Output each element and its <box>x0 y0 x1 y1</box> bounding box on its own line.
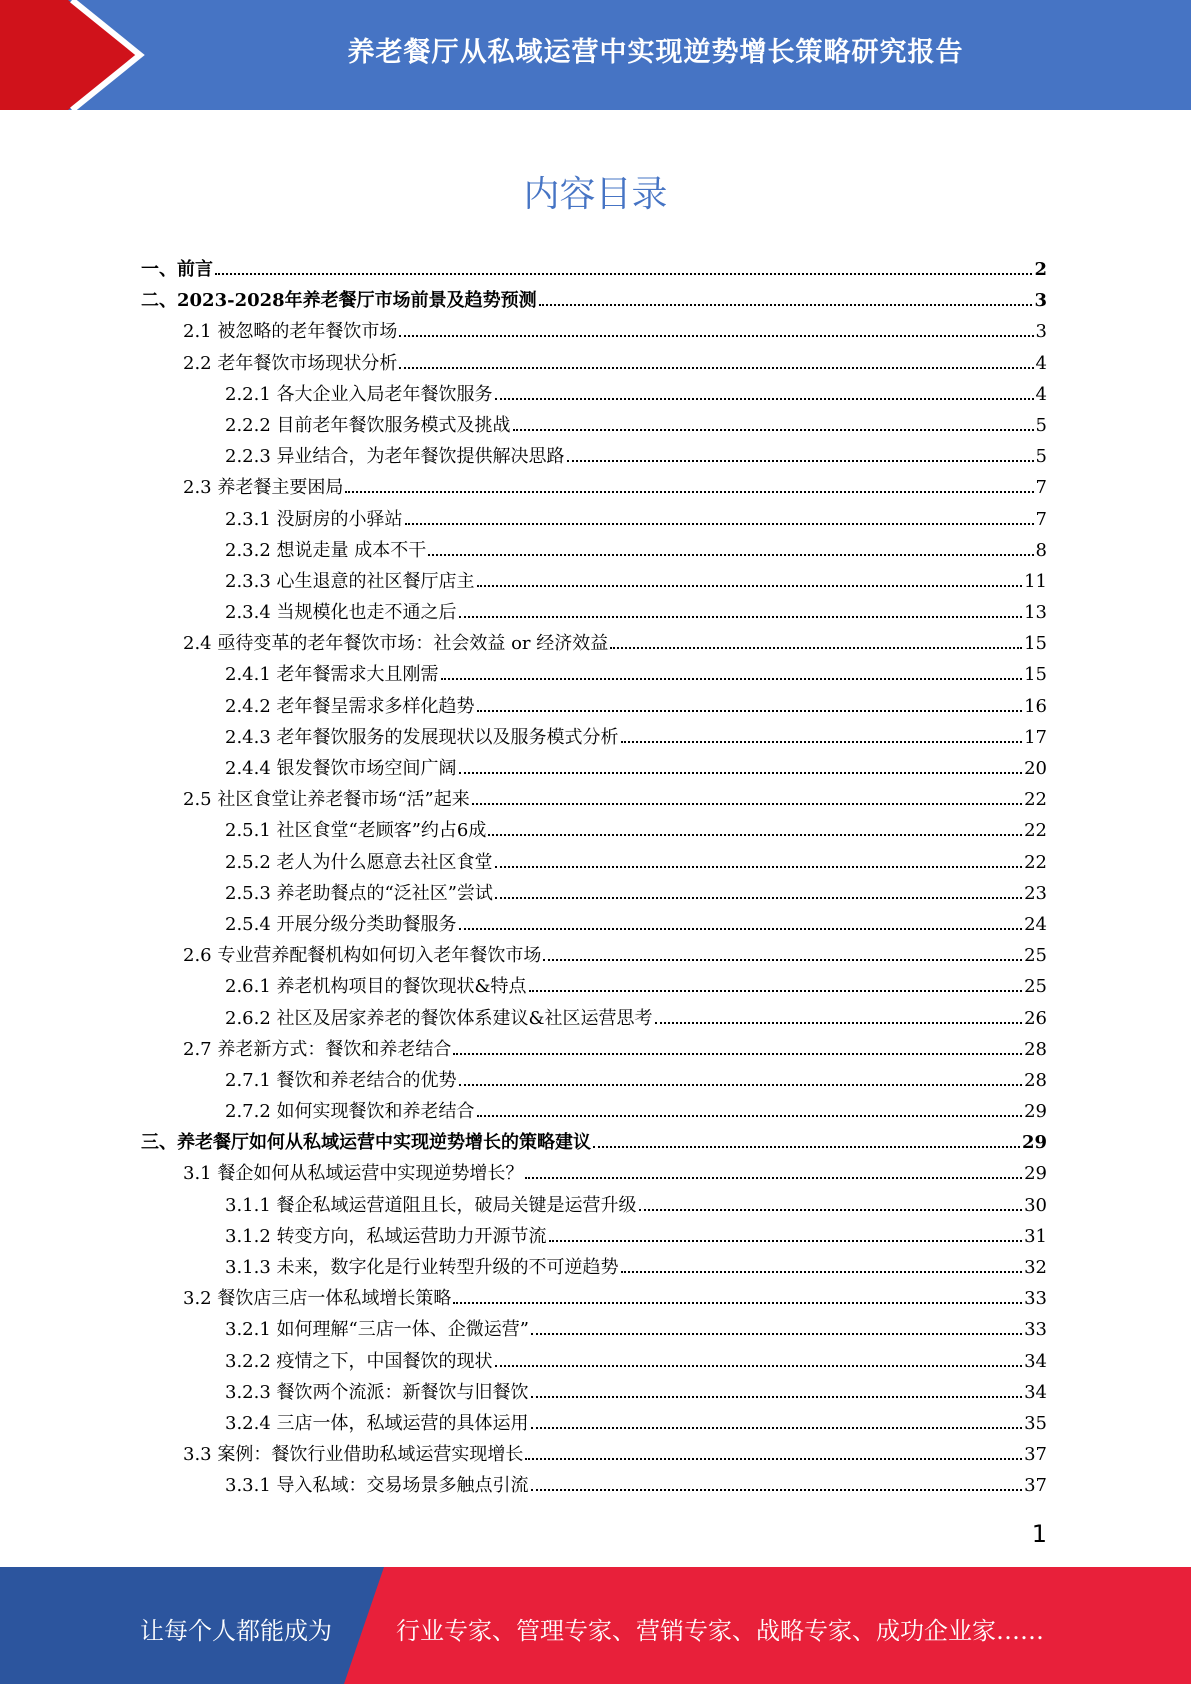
toc-entry-page: 16 <box>1024 695 1047 717</box>
toc-entry-label: 2.5.2 老人为什么愿意去社区食堂 <box>225 851 493 873</box>
toc-entry-label: 3.1.2 转变方向，私域运营助力开源节流 <box>225 1225 547 1247</box>
toc-entry-label: 3.2.3 餐饮两个流派：新餐饮与旧餐饮 <box>225 1381 529 1403</box>
toc-dot-leader <box>539 290 1033 306</box>
toc-entry-label: 2.7.2 如何实现餐饮和养老结合 <box>225 1101 475 1123</box>
toc-entry[interactable] <box>141 505 1047 536</box>
toc-entry-label: 2.3.1 没厨房的小驿站 <box>225 508 403 530</box>
toc-entry-page: 5 <box>1035 446 1047 468</box>
toc-dot-leader <box>593 1132 1020 1148</box>
toc-entry-label: 一、前言 <box>141 259 213 280</box>
toc-dot-leader <box>495 851 1023 867</box>
toc-entry-label: 2.5.3 养老助餐点的“泛社区”尝试 <box>225 882 493 904</box>
toc-entry-label: 2.7 养老新方式：餐饮和养老结合 <box>183 1038 452 1060</box>
toc-entry-label: 2.2.1 各大企业入局老年餐饮服务 <box>225 383 493 405</box>
toc-dot-leader <box>215 259 1032 275</box>
toc-entry[interactable] <box>141 1378 1047 1409</box>
toc-entry-page: 7 <box>1035 477 1047 499</box>
toc-entry-page: 8 <box>1035 539 1047 561</box>
toc-entry[interactable] <box>141 1409 1047 1440</box>
toc-entry-page: 22 <box>1024 851 1047 873</box>
toc-entry-page: 4 <box>1035 352 1047 374</box>
toc-entry-page: 2 <box>1034 259 1047 280</box>
toc-heading: 内容目录 <box>523 174 668 215</box>
toc-entry-page: 26 <box>1024 1007 1047 1029</box>
footer-slogan-right: 行业专家、管理专家、营销专家、战略专家、成功企业家…… <box>396 1617 1044 1645</box>
toc-entry-page: 33 <box>1024 1288 1047 1310</box>
toc-dot-leader <box>405 508 1034 524</box>
toc-entry-label: 3.1.3 未来，数字化是行业转型升级的不可逆趋势 <box>225 1257 619 1278</box>
toc-entry[interactable] <box>141 723 1047 754</box>
toc-dot-leader <box>428 539 1033 555</box>
toc-entry[interactable] <box>141 442 1047 473</box>
toc-dot-leader <box>453 1038 1022 1054</box>
toc-entry-page: 3 <box>1034 290 1047 312</box>
report-header-banner <box>0 0 1191 110</box>
toc-entry-label: 2.3 养老餐主要困局 <box>183 477 344 499</box>
toc-entry-label: 2.6 专业营养配餐机构如何切入老年餐饮市场 <box>183 945 542 967</box>
toc-entry[interactable] <box>141 1128 1047 1159</box>
toc-dot-leader <box>567 446 1034 462</box>
toc-dot-leader <box>525 1444 1022 1460</box>
toc-entry-label: 2.4.2 老年餐呈需求多样化趋势 <box>225 695 475 717</box>
toc-entry-page: 22 <box>1024 820 1047 842</box>
toc-entry[interactable] <box>141 1191 1047 1222</box>
toc-entry[interactable] <box>141 972 1047 1003</box>
toc-dot-leader <box>529 976 1023 992</box>
toc-entry-label: 3.2.1 如何理解“三店一体、企微运营” <box>225 1319 529 1341</box>
toc-entry-label: 2.3.2 想说走量 成本不干 <box>225 539 427 561</box>
toc-entry[interactable] <box>141 1440 1047 1471</box>
toc-entry-page: 5 <box>1035 414 1047 436</box>
toc-entry[interactable] <box>141 349 1047 380</box>
toc-entry[interactable] <box>141 848 1047 879</box>
toc-entry-label: 2.3.3 心生退意的社区餐厅店主 <box>225 570 475 592</box>
toc-entry-page: 34 <box>1024 1381 1047 1403</box>
toc-dot-leader <box>513 415 1034 431</box>
toc-entry-page: 25 <box>1024 945 1047 967</box>
toc-entry[interactable] <box>141 879 1047 910</box>
toc-dot-leader <box>549 1225 1023 1241</box>
toc-dot-leader <box>459 1069 1023 1085</box>
toc-dot-leader <box>621 1257 1023 1273</box>
toc-entry[interactable] <box>141 629 1047 660</box>
toc-entry-page: 30 <box>1024 1194 1047 1216</box>
toc-entry-label: 3.3 案例：餐饮行业借助私域运营实现增长 <box>183 1444 524 1466</box>
page-number: 1 <box>1031 1520 1047 1548</box>
toc-entry[interactable] <box>141 1471 1047 1502</box>
toc-dot-leader <box>459 758 1023 774</box>
toc-entry-label: 2.5.4 开展分级分类助餐服务 <box>225 913 457 935</box>
toc-dot-leader <box>531 1413 1023 1429</box>
toc-entry-label: 2.2 老年餐饮市场现状分析 <box>183 352 398 374</box>
toc-dot-leader <box>477 695 1023 711</box>
toc-entry-label: 2.7.1 餐饮和养老结合的优势 <box>225 1069 457 1091</box>
toc-entry[interactable] <box>141 941 1047 972</box>
toc-dot-leader <box>531 1475 1023 1491</box>
toc-entry[interactable] <box>141 1035 1047 1066</box>
toc-entry-page: 25 <box>1024 976 1047 998</box>
toc-entry-label: 2.1 被忽略的老年餐饮市场 <box>183 321 398 343</box>
toc-entry[interactable] <box>141 1066 1047 1097</box>
toc-entry-label: 2.2.3 异业结合，为老年餐饮提供解决思路 <box>225 446 565 468</box>
toc-dot-leader <box>488 820 1022 836</box>
toc-entry-label: 2.2.2 目前老年餐饮服务模式及挑战 <box>225 414 511 436</box>
toc-entry-label: 2.5 社区食堂让养老餐市场“活”起来 <box>183 789 470 811</box>
toc-entry-page: 13 <box>1024 602 1047 624</box>
toc-entry[interactable] <box>141 286 1047 317</box>
toc-entry[interactable] <box>141 317 1047 348</box>
toc-dot-leader <box>621 726 1023 742</box>
toc-dot-leader <box>441 664 1023 680</box>
toc-entry-page: 4 <box>1035 383 1047 405</box>
toc-entry[interactable] <box>141 785 1047 816</box>
toc-entry[interactable] <box>141 567 1047 598</box>
toc-entry[interactable] <box>141 1097 1047 1128</box>
toc-entry-label: 2.6.2 社区及居家养老的餐饮体系建议&社区运营思考 <box>225 1007 653 1029</box>
toc-entry-page: 17 <box>1024 726 1047 748</box>
toc-entry-label: 3.2.4 三店一体，私域运营的具体运用 <box>225 1412 529 1434</box>
toc-dot-leader <box>639 1194 1023 1210</box>
toc-dot-leader <box>495 383 1034 399</box>
toc-dot-leader <box>477 1101 1023 1117</box>
toc-entry-page: 20 <box>1024 758 1047 779</box>
toc-entry-page: 32 <box>1024 1257 1047 1278</box>
toc-entry[interactable] <box>141 536 1047 567</box>
toc-entry-label: 二、2023-2028年养老餐厅市场前景及趋势预测 <box>141 290 537 312</box>
toc-dot-leader <box>655 1007 1023 1023</box>
toc-dot-leader <box>399 352 1033 368</box>
toc-dot-leader <box>459 602 1023 618</box>
toc-entry[interactable] <box>141 1315 1047 1346</box>
toc-entry[interactable] <box>141 1347 1047 1378</box>
toc-entry-page: 29 <box>1024 1163 1047 1185</box>
toc-dot-leader <box>495 1350 1023 1366</box>
report-footer-banner <box>0 1567 1191 1684</box>
toc-entry-label: 2.4 亟待变革的老年餐饮市场：社会效益 or 经济效益 <box>183 633 609 655</box>
toc-entry-label: 2.4.1 老年餐需求大且刚需 <box>225 664 439 686</box>
toc-entry-label: 2.6.1 养老机构项目的餐饮现状&特点 <box>225 976 527 998</box>
toc-entry-page: 28 <box>1024 1038 1047 1060</box>
toc-entry[interactable] <box>141 1222 1047 1253</box>
toc-entry[interactable] <box>141 411 1047 442</box>
toc-entry[interactable] <box>141 598 1047 629</box>
toc-entry-page: 31 <box>1024 1225 1047 1247</box>
toc-entry-label: 三、养老餐厅如何从私域运营中实现逆势增长的策略建议 <box>141 1132 591 1154</box>
toc-entry-label: 3.2.2 疫情之下，中国餐饮的现状 <box>225 1350 493 1372</box>
toc-dot-leader <box>610 633 1022 649</box>
toc-entry-page: 11 <box>1024 570 1047 592</box>
toc-dot-leader <box>531 1381 1023 1397</box>
toc-entry[interactable] <box>141 754 1047 785</box>
toc-entry-label: 3.3.1 导入私域：交易场景多触点引流 <box>225 1475 529 1497</box>
toc-entry-label: 2.4.3 老年餐饮服务的发展现状以及服务模式分析 <box>225 726 619 748</box>
toc-dot-leader <box>543 945 1022 961</box>
toc-entry-page: 15 <box>1024 633 1047 655</box>
toc-dot-leader <box>453 1288 1022 1304</box>
toc-dot-leader <box>472 789 1022 805</box>
toc-entry-page: 29 <box>1024 1101 1047 1123</box>
toc-entry[interactable] <box>141 1284 1047 1315</box>
toc-dot-leader <box>345 477 1033 493</box>
toc-dot-leader <box>399 321 1033 337</box>
toc-entry-label: 2.3.4 当规模化也走不通之后 <box>225 602 457 624</box>
toc-entry-page: 22 <box>1024 789 1047 811</box>
toc-entry[interactable] <box>141 380 1047 411</box>
toc-entry-page: 23 <box>1024 882 1047 904</box>
toc-entry-label: 3.1.1 餐企私域运营道阻且长，破局关键是运营升级 <box>225 1194 637 1216</box>
toc-entry-label: 2.4.4 银发餐饮市场空间广阔 <box>225 758 457 779</box>
toc-entry-label: 2.5.1 社区食堂“老顾客”约占6成 <box>225 820 487 842</box>
toc-entry[interactable] <box>141 1004 1047 1035</box>
toc-entry[interactable] <box>141 816 1047 847</box>
toc-entry-page: 35 <box>1024 1412 1047 1434</box>
toc-entry[interactable] <box>141 692 1047 723</box>
toc-entry-label: 3.2 餐饮店三店一体私域增长策略 <box>183 1288 452 1310</box>
toc-entry[interactable] <box>141 255 1047 286</box>
toc-entry-label: 3.1 餐企如何从私域运营中实现逆势增长？ <box>183 1163 524 1185</box>
toc-entry[interactable] <box>141 660 1047 691</box>
toc-entry-page: 37 <box>1024 1444 1047 1466</box>
toc-entry-page: 34 <box>1024 1350 1047 1372</box>
toc-entry[interactable] <box>141 473 1047 504</box>
toc-dot-leader <box>495 882 1022 898</box>
toc-entry-page: 3 <box>1035 321 1047 343</box>
toc-dot-leader <box>531 1319 1022 1335</box>
toc-entry[interactable] <box>141 1253 1047 1284</box>
toc-entry-page: 7 <box>1035 508 1047 530</box>
toc-entry-page: 15 <box>1024 664 1047 686</box>
toc-dot-leader <box>525 1163 1022 1179</box>
report-title: 养老餐厅从私域运营中实现逆势增长策略研究报告 <box>347 37 964 68</box>
toc-entry[interactable] <box>141 1159 1047 1190</box>
footer-slogan-left: 让每个人都能成为 <box>140 1617 332 1645</box>
toc-entry-page: 28 <box>1024 1069 1047 1091</box>
table-of-contents <box>141 255 1047 1503</box>
toc-entry-page: 33 <box>1024 1319 1047 1341</box>
toc-entry[interactable] <box>141 910 1047 941</box>
toc-entry-page: 24 <box>1024 913 1047 935</box>
toc-dot-leader <box>477 570 1023 586</box>
toc-entry-page: 29 <box>1021 1132 1047 1154</box>
toc-dot-leader <box>459 914 1023 930</box>
toc-entry-page: 37 <box>1024 1475 1047 1497</box>
